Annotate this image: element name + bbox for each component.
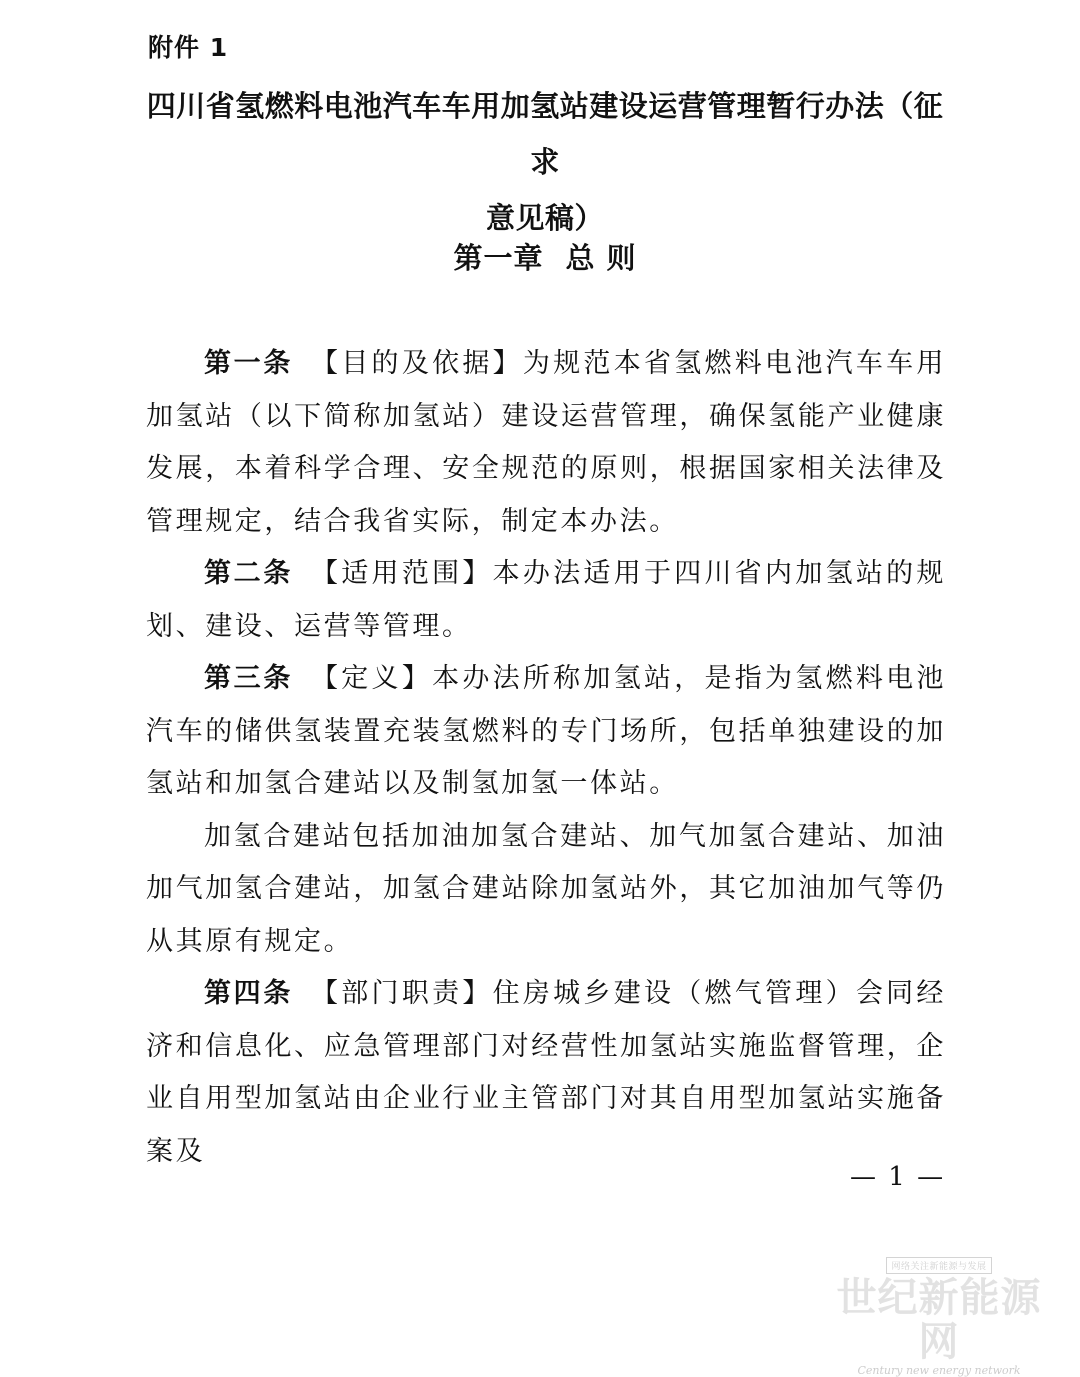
article-4	[146, 968, 946, 1178]
page-number: — 1 —	[850, 1162, 946, 1192]
article-text: 【适用范围】本办法适用于四川省内加氢站的规划、建设、运营等管理。	[146, 558, 946, 642]
watermark-sub: Century new energy network	[857, 1364, 1021, 1377]
chapter-name: 总 则	[565, 241, 637, 275]
chapter-heading	[0, 236, 1080, 277]
article-2	[146, 548, 946, 653]
title-line-1: 四川省氢燃料电池汽车车用加氢站建设运营管理暂行办法（征求	[146, 89, 944, 179]
article-3-paragraph-2	[146, 811, 946, 969]
document-title	[140, 78, 950, 246]
article-text: 【部门职责】住房城乡建设（燃气管理）会同经济和信息化、应急管理部门对经营性加氢站实施监督管理，企业自用型加氢站由企业行业主管部门对其自用型加氢站实施备案及	[146, 978, 946, 1167]
article-number: 第四条	[204, 978, 294, 1009]
watermark-logo	[834, 1254, 1044, 1377]
article-number: 第一条	[204, 348, 294, 379]
article-text: 【目的及依据】为规范本省氢燃料电池汽车车用加氢站（以下简称加氢站）建设运营管理，确保氢能产业健康发展，本着科学合理、安全规范的原则，根据国家相关法律及管理规定，结合我省实际，制定本办法。	[146, 348, 946, 537]
article-text: 【定义】本办法所称加氢站，是指为氢燃料电池汽车的储供氢装置充装氢燃料的专门场所，包括单独建设的加氢站和加氢合建站以及制氢加氢一体站。	[146, 663, 946, 799]
watermark-main: 世纪新能源网	[836, 1275, 1042, 1365]
chapter-number: 第一章	[453, 241, 544, 275]
article-3	[146, 653, 946, 811]
article-1	[146, 338, 946, 548]
title-line-2: 意见稿）	[485, 201, 604, 235]
document-body	[146, 338, 946, 1178]
article-number: 第三条	[204, 663, 294, 694]
paragraph-text: 加氢合建站包括加油加氢合建站、加气加氢合建站、加油加气加氢合建站，加氢合建站除加氢站外，其它加油加气等仍从其原有规定。	[146, 820, 946, 957]
attachment-label: 附件 1	[148, 33, 229, 62]
article-number: 第二条	[204, 558, 294, 589]
watermark-tag: 网络关注新能源与发展	[886, 1257, 991, 1274]
